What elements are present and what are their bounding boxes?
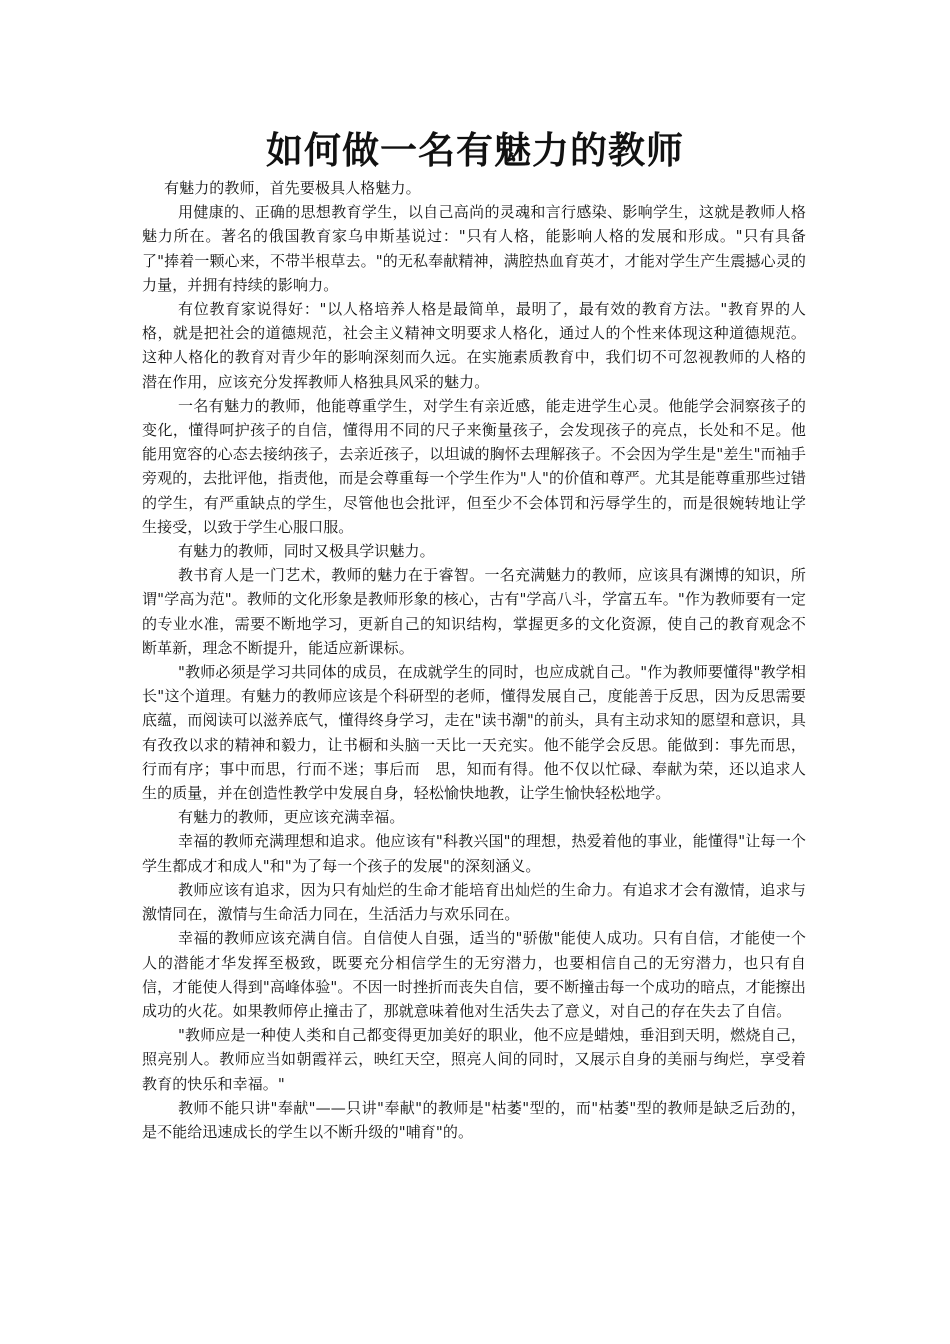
paragraph: 幸福的教师应该充满自信。自信使人自强，适当的"骄傲"能使人成功。只有自信，才能使一个人的潜能才华发挥至极致，既要充分相信学生的无穷潜力，也要相信自己的无穷潜力，也只有自信，才能使人得到"高峰体验"。不因一时挫折而丧失自信，要不断撞击每一个成功的暗点，才能擦出成功的火花。如果教师停止撞击了，那就意味着他对生活失去了意义，对自己的存在失去了自信。 bbox=[142, 929, 806, 1020]
paragraph: 一名有魅力的教师，他能尊重学生，对学生有亲近感，能走进学生心灵。他能学会洞察孩子的变化，懂得呵护孩子的自信，懂得用不同的尺子来衡量孩子，会发现孩子的亮点，长处和不足。他能用宽容的心态去接纳孩子，去亲近孩子，以坦诚的胸怀去理解孩子。不会因为学生是"差生"而袖手旁观的，去批评他，指责他，而是会尊重每一个学生作为"人"的价值和尊严。尤其是能尊重那些过错的学生，有严重缺点的学生，尽管他也会批评，但至少不会体罚和污辱学生的，而是很婉转地让学生接受，以致于学生心服口服。 bbox=[142, 396, 806, 536]
paragraph: 幸福的教师充满理想和追求。他应该有"科教兴国"的理想，热爱着他的事业，能懂得"让每一个学生都成才和成人"和"为了每一个孩子的发展"的深刻涵义。 bbox=[142, 832, 806, 875]
paragraph: 用健康的、正确的思想教育学生，以自己高尚的灵魂和言行感染、影响学生，这就是教师人格魅力所在。著名的俄国教育家乌申斯基说过："只有人格，能影响人格的发展和形成。"只有具备了"捧着一颗心来，不带半根草去。"的无私奉献精神，满腔热血育英才，才能对学生产生震撼心灵的力量，并拥有持续的影响力。 bbox=[142, 203, 806, 294]
paragraph: 有位教育家说得好："以人格培养人格是最简单，最明了，最有效的教育方法。"教育界的人格，就是把社会的道德规范，社会主义精神文明要求人格化，通过人的个性来体现这种道德规范。这种人格化的教育对青少年的影响深刻而久远。在实施素质教育中，我们切不可忽视教师的人格的潜在作用，应该充分发挥教师人格独具风采的魅力。 bbox=[142, 300, 806, 391]
paragraph: "教师应是一种使人类和自己都变得更加美好的职业，他不应是蜡烛，垂泪到天明，燃烧自己，照亮别人。教师应当如朝霞祥云，映红天空，照亮人间的同时，又展示自身的美丽与绚烂，享受着教育的快乐和幸福。" bbox=[142, 1026, 806, 1093]
paragraph: "教师必须是学习共同体的成员，在成就学生的同时，也应成就自己。"作为教师要懂得"教学相长"这个道理。有魅力的教师应该是个科研型的老师，懂得发展自己，度能善于反思，因为反思需要底蕴，而阅读可以滋养底气，懂得终身学习，走在"读书潮"的前头，具有主动求知的愿望和意识，具有孜孜以求的精神和毅力，让书橱和头脑一天比一天充实。他不能学会反思。能做到：事先而思，行而有序；事中而思，行而不迷；事后而 思，知而有得。他不仅以忙碌、奉献为荣，还以追求人生的质量，并在创造性教学中发展自身，轻松愉快地教，让学生愉快轻松地学。 bbox=[142, 663, 806, 803]
paragraph: 教师不能只讲"奉献"——只讲"奉献"的教师是"枯萎"型的，而"枯萎"型的教师是缺乏后劲的，是不能给迅速成长的学生以不断升级的"哺育"的。 bbox=[142, 1098, 806, 1141]
paragraph: 有魅力的教师，首先要极具人格魅力。 bbox=[164, 179, 421, 197]
paragraph: 有魅力的教师，更应该充满幸福。 bbox=[178, 808, 405, 827]
paragraph: 有魅力的教师，同时又极具学识魅力。 bbox=[178, 542, 435, 561]
document-title: 如何做一名有魅力的教师 bbox=[266, 128, 684, 172]
paragraph: 教书育人是一门艺术，教师的魅力在于睿智。一名充满魅力的教师，应该具有渊博的知识，所谓"学高为范"。教师的文化形象是教师形象的核心，古有"学高八斗，学富五车。"作为教师要有一定的专业水准，需要不断地学习，更新自己的知识结构，掌握更多的文化资源，使自己的教育观念不断革新，理念不断提升，能适应新课标。 bbox=[142, 566, 806, 657]
paragraph: 教师应该有追求，因为只有灿烂的生命才能培育出灿烂的生命力。有追求才会有激情，追求与激情同在，激情与生命活力同在，生活活力与欢乐同在。 bbox=[142, 880, 806, 924]
document-body bbox=[142, 176, 806, 1144]
